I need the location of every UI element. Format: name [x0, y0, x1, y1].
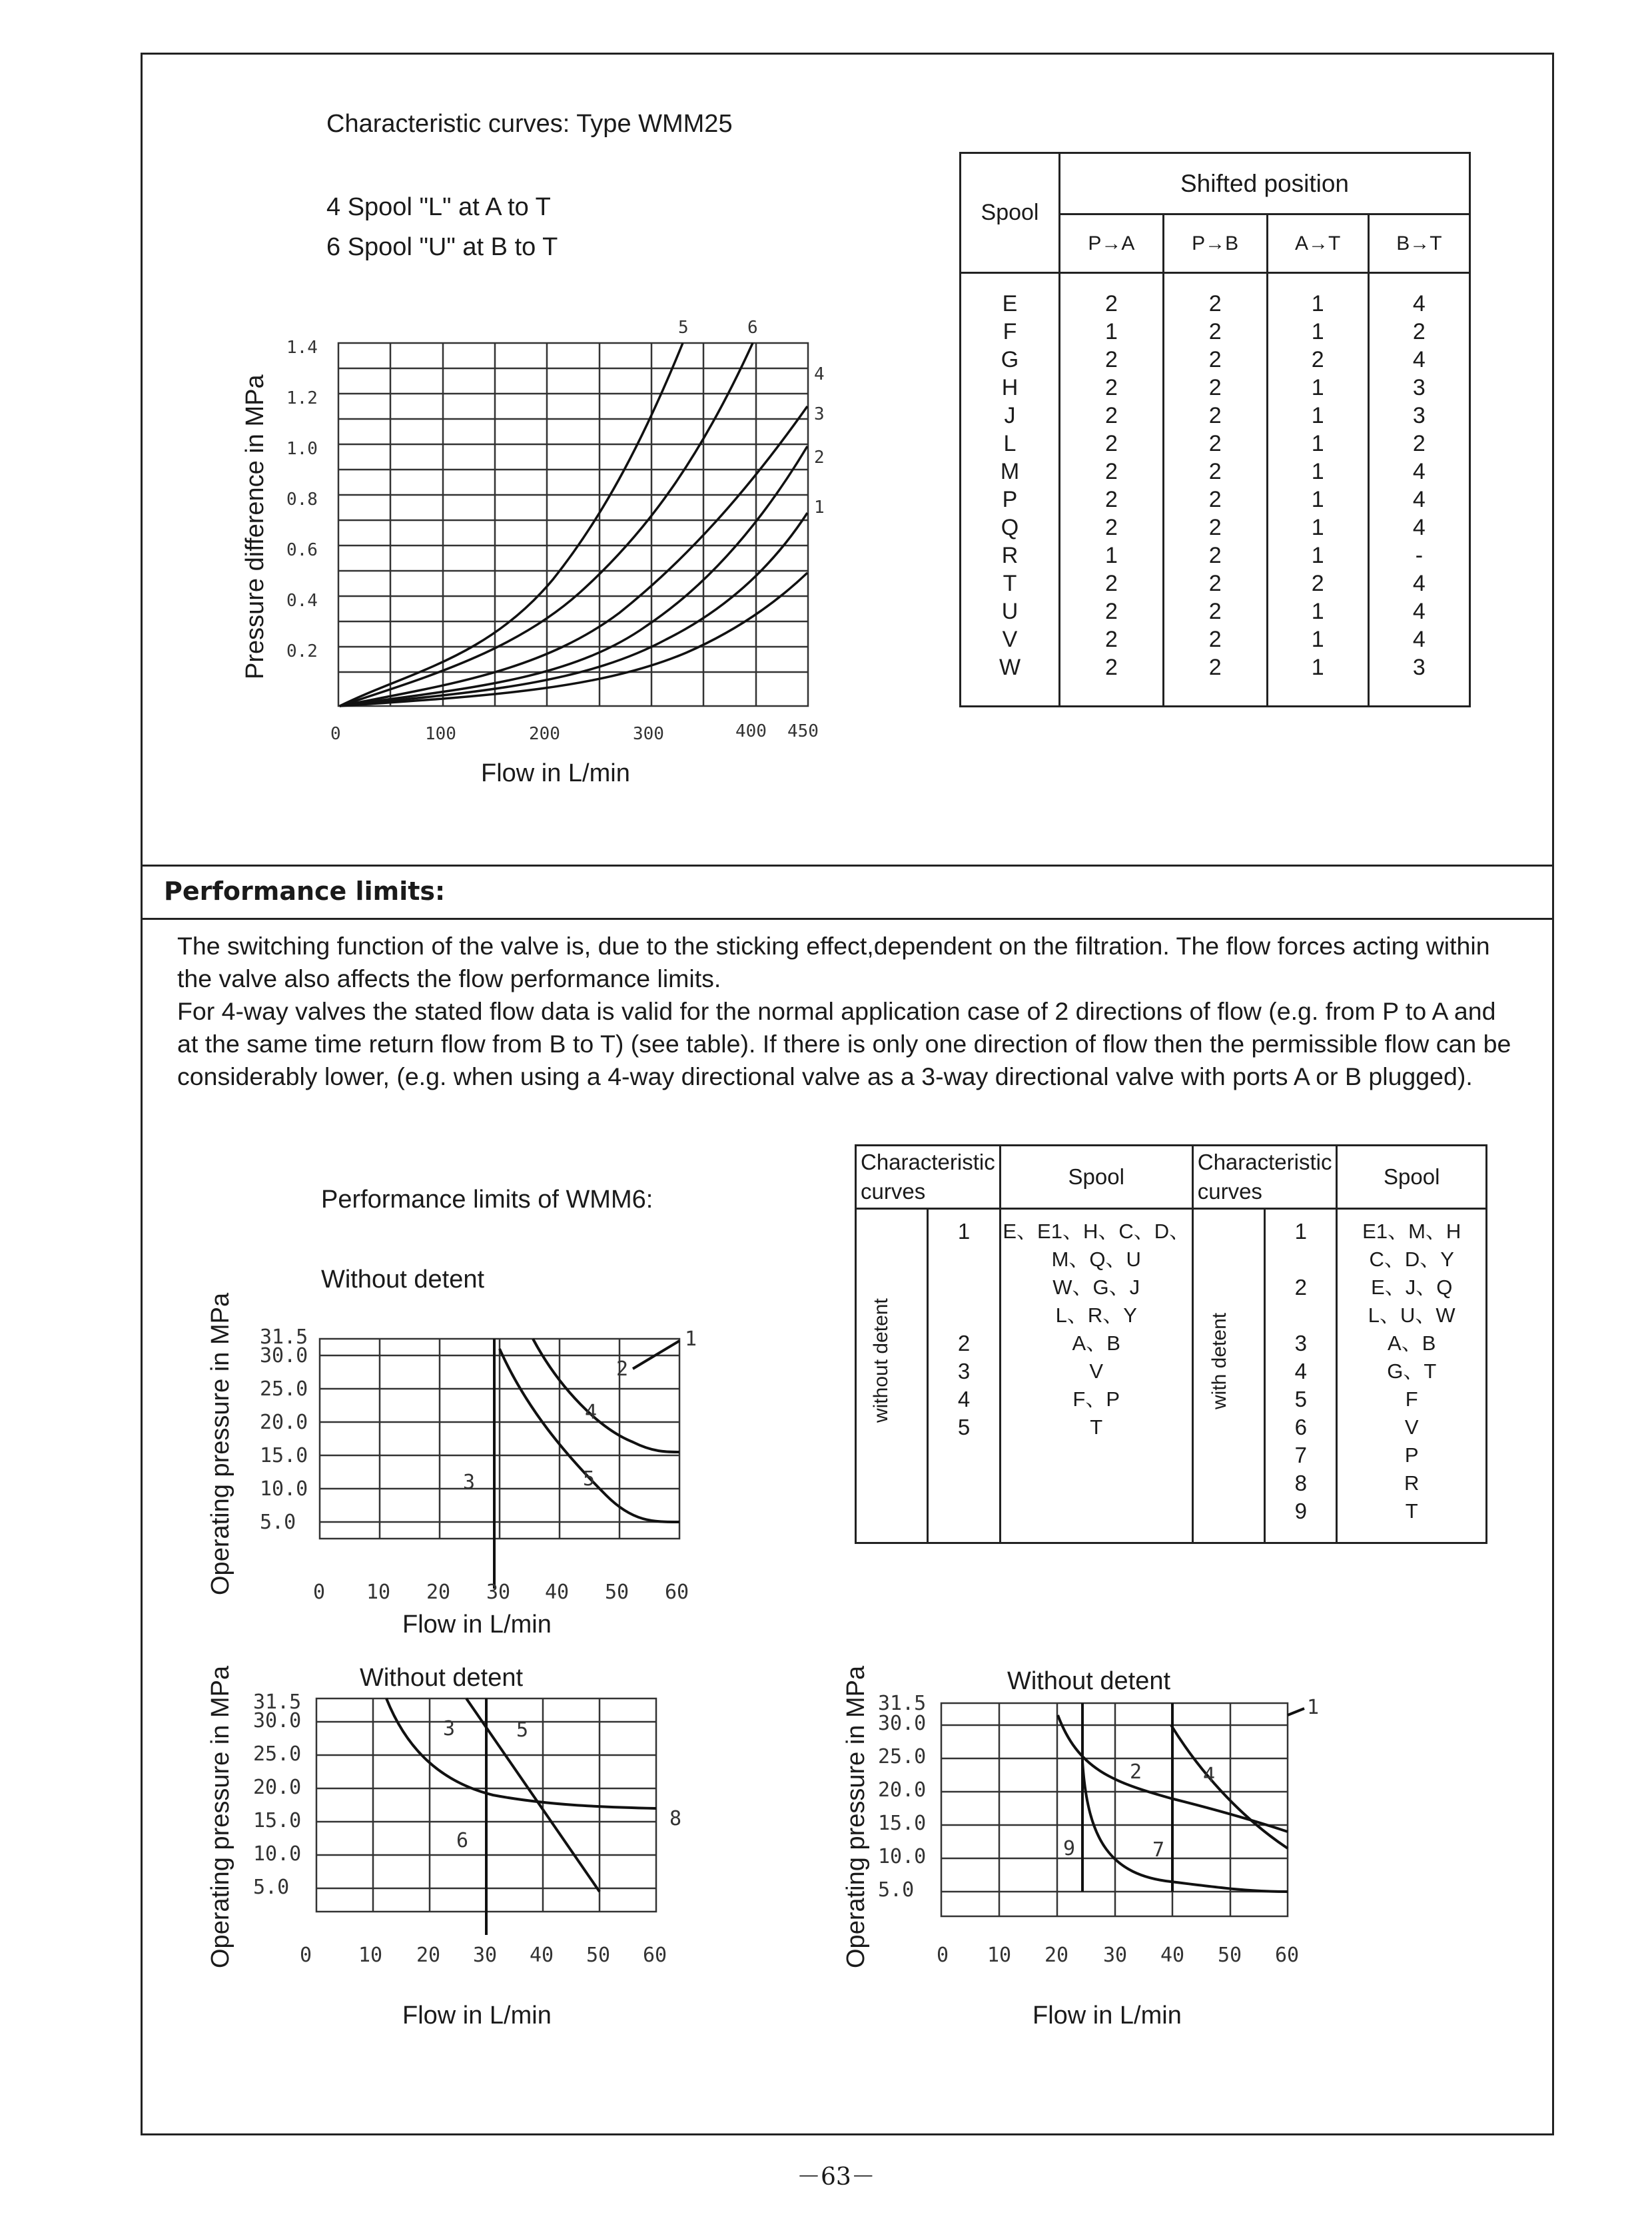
curve-label: 3 — [814, 404, 825, 424]
cell: 6 — [1294, 1415, 1307, 1439]
col-bt: B→T — [1368, 214, 1469, 273]
x-tick: 400 — [735, 721, 767, 741]
chart2 — [253, 1682, 693, 1968]
y-tick: 1.2 — [286, 388, 318, 408]
cell: V — [1002, 627, 1018, 652]
cell: 2 — [1104, 487, 1118, 512]
left-spools-col — [1000, 1209, 1192, 1543]
curve-4 — [1171, 1725, 1288, 1848]
x-tick: 60 — [643, 1944, 667, 1967]
curve-label: 1 — [1307, 1696, 1320, 1719]
cell: Q — [1001, 515, 1019, 540]
x-tick: 0 — [330, 724, 341, 744]
y-tick: 10.0 — [878, 1845, 927, 1868]
curve-4 — [340, 406, 807, 706]
characteristic-curves-table — [855, 1144, 1487, 1544]
cell: E、E1、H、C、D、 — [1003, 1220, 1190, 1243]
spool-header-left: Spool — [1000, 1146, 1192, 1209]
x-tick: 450 — [787, 721, 819, 741]
cell: 1 — [1104, 319, 1118, 344]
x-tick: 50 — [586, 1944, 611, 1967]
y-tick: 1.4 — [286, 338, 318, 358]
curve-label: 3 — [443, 1717, 456, 1740]
cell: 2 — [1104, 459, 1118, 484]
cell: 1 — [1311, 627, 1324, 652]
cell: 4 — [1412, 571, 1426, 596]
x-tick: 60 — [1275, 1944, 1300, 1967]
cell: 2 — [1208, 403, 1222, 428]
y-tick: 25.0 — [253, 1742, 302, 1766]
y-tick: 31.5 — [878, 1692, 927, 1715]
cell: 2 — [1208, 515, 1222, 540]
cell: P — [1404, 1443, 1419, 1467]
performance-text — [177, 930, 1516, 1093]
cell: V — [1089, 1359, 1104, 1383]
cell: C、D、Y — [1369, 1248, 1454, 1271]
cell: 2 — [1104, 291, 1118, 316]
curve-1-top — [1288, 1708, 1304, 1715]
col-pa: P→A — [1060, 214, 1164, 273]
cell: 2 — [1412, 431, 1426, 456]
shifted-position-table — [959, 152, 1471, 707]
pb-col — [1163, 273, 1267, 707]
y-tick: 0.6 — [286, 540, 318, 560]
wmm6-subtitle: Performance limits of WMM6: — [321, 1186, 653, 1214]
curve-label: 6 — [747, 318, 758, 338]
cell: 3 — [957, 1359, 971, 1383]
shifted-position-header: Shifted position — [1060, 153, 1470, 214]
at-col — [1267, 273, 1368, 707]
curve-label: 4 — [585, 1401, 598, 1424]
cell: A、B — [1072, 1331, 1120, 1355]
cell: 4 — [1412, 627, 1426, 652]
page-number: －63－ — [797, 2163, 875, 2191]
cell: 2 — [1294, 1275, 1307, 1300]
cell: F、P — [1072, 1387, 1120, 1411]
x-tick: 40 — [545, 1581, 570, 1604]
cell: 2 — [1208, 431, 1222, 456]
chart1-ylabel: Operating pressure in MPa — [206, 1292, 234, 1595]
cell: 2 — [1208, 571, 1222, 596]
chart3-title: Without detent — [1007, 1667, 1171, 1695]
x-tick: 40 — [1160, 1944, 1185, 1967]
y-tick: 15.0 — [878, 1812, 927, 1835]
y-tick: 30.0 — [253, 1709, 302, 1732]
y-tick: 5.0 — [253, 1876, 290, 1899]
curve-label: 5 — [583, 1467, 596, 1491]
cell — [1266, 1302, 1336, 1329]
left-numbers-col — [928, 1209, 1000, 1543]
cell: L、U、W — [1368, 1304, 1455, 1327]
cell: 4 — [957, 1387, 971, 1411]
cell: 2 — [1412, 319, 1426, 344]
x-tick: 20 — [416, 1944, 441, 1967]
cell: T — [1003, 571, 1017, 596]
cell — [929, 1302, 999, 1329]
cell: 1 — [1311, 319, 1324, 344]
cell: 2 — [1208, 487, 1222, 512]
cell: V — [1404, 1415, 1419, 1439]
cell — [929, 1274, 999, 1302]
y-tick: 5.0 — [260, 1511, 296, 1534]
cell: J — [1004, 403, 1016, 428]
cell: 4 — [1412, 487, 1426, 512]
cell: W — [999, 655, 1021, 680]
chart-frame — [338, 343, 808, 706]
cell: 2 — [1104, 515, 1118, 540]
cell: F — [1003, 319, 1017, 344]
cell: 1 — [1311, 459, 1324, 484]
x-tick: 50 — [605, 1581, 629, 1604]
cell: 1 — [1104, 543, 1118, 568]
cell: R — [1404, 1471, 1420, 1495]
cell: 2 — [1104, 627, 1118, 652]
cell: 4 — [1412, 347, 1426, 372]
cell: M、Q、U — [1051, 1248, 1141, 1271]
without-detent-label: without detent — [870, 1298, 892, 1423]
cell: 1 — [1311, 431, 1324, 456]
cell: 2 — [1208, 459, 1222, 484]
cell: 1 — [1311, 291, 1324, 316]
x-tick: 10 — [366, 1581, 391, 1604]
cell: 2 — [1104, 403, 1118, 428]
cell: 5 — [957, 1415, 971, 1439]
curve-label: 7 — [1152, 1838, 1165, 1862]
y-tick: 0.4 — [286, 591, 318, 611]
cell: E1、M、H — [1362, 1220, 1461, 1243]
curve-label: 2 — [616, 1357, 629, 1381]
spool-u-note: 6 Spool "U" at B to T — [326, 233, 558, 261]
x-tick: 40 — [530, 1944, 554, 1967]
with-detent-label: with detent — [1208, 1312, 1230, 1409]
cell: 3 — [1412, 375, 1426, 400]
header-line: curves — [861, 1179, 926, 1204]
cell: G、T — [1387, 1359, 1437, 1383]
cell: - — [1415, 543, 1424, 568]
cell: 4 — [1412, 515, 1426, 540]
cell: 2 — [1311, 347, 1324, 372]
cell: 7 — [1294, 1443, 1307, 1467]
cell: 2 — [1208, 291, 1222, 316]
performance-limits-heading: Performance limits: — [164, 877, 446, 906]
cell: 2 — [1208, 599, 1222, 624]
cell: 1 — [1311, 487, 1324, 512]
curve-label: 4 — [814, 364, 825, 384]
y-tick: 15.0 — [253, 1809, 302, 1832]
cell: 4 — [1412, 599, 1426, 624]
cell: L — [1003, 431, 1017, 456]
chart3 — [878, 1682, 1318, 1968]
wmm25-xlabel: Flow in L/min — [481, 759, 630, 787]
cell: 2 — [1104, 431, 1118, 456]
y-tick: 0.2 — [286, 641, 318, 661]
cell: 1 — [1311, 543, 1324, 568]
cell: 2 — [1104, 347, 1118, 372]
y-tick: 25.0 — [260, 1377, 308, 1401]
cell: 5 — [1294, 1387, 1307, 1411]
y-tick: 31.5 — [253, 1690, 302, 1714]
cell: 4 — [1294, 1359, 1307, 1383]
curve-label: 3 — [463, 1471, 476, 1494]
cell: 1 — [1311, 655, 1324, 680]
curve-6 — [386, 1698, 656, 1808]
char-header-left — [856, 1146, 1001, 1209]
curve-label: 2 — [814, 448, 825, 468]
spool-l-note: 4 Spool "L" at A to T — [326, 193, 551, 221]
char-header-right — [1192, 1146, 1337, 1209]
cell: R — [1001, 543, 1019, 568]
chart2-ylabel: Operating pressure in MPa — [206, 1665, 234, 1968]
cell: 2 — [1208, 375, 1222, 400]
spool-list-col — [961, 273, 1060, 707]
cell — [1266, 1246, 1336, 1274]
header-line: curves — [1197, 1179, 1262, 1204]
paragraph-2: For 4-way valves the stated flow data is valid for the normal application case of 2 directions of flow (e.g. from P to A and at the same time return flow from B to T) (see table). If there is only one direction of flow then the permissible flow can be considerably lower, (e.g. when using a 4-way directional valve as a 3-way directional valve with ports A or B plugged). — [177, 997, 1511, 1090]
cell: T — [1405, 1499, 1418, 1523]
pressure-diff-ylabel: Pressure difference in MPa — [241, 374, 269, 679]
curve-label: 9 — [1063, 1837, 1076, 1860]
header-line: Characteristic — [861, 1150, 995, 1174]
cell: 2 — [1311, 571, 1324, 596]
cell: 2 — [1208, 319, 1222, 344]
x-tick: 0 — [313, 1581, 326, 1604]
spool-header-right: Spool — [1337, 1146, 1487, 1209]
y-tick: 25.0 — [878, 1745, 927, 1768]
cell: P — [1002, 487, 1018, 512]
col-pb: P→B — [1163, 214, 1267, 273]
cell: 3 — [1412, 655, 1426, 680]
paragraph-1: The switching function of the valve is, due to the sticking effect,dependent on the filtration. The flow forces acting within the valve also affects the flow performance limits. — [177, 932, 1490, 992]
x-tick: 10 — [987, 1944, 1012, 1967]
cell: 8 — [1294, 1471, 1307, 1495]
cell: 2 — [957, 1331, 971, 1355]
x-tick: 300 — [633, 724, 664, 744]
curve-label: 4 — [1203, 1764, 1216, 1787]
curve-label: 5 — [516, 1718, 529, 1742]
x-tick: 50 — [1218, 1944, 1242, 1967]
y-tick: 10.0 — [253, 1842, 302, 1866]
cell: A、B — [1388, 1331, 1436, 1355]
x-tick: 100 — [425, 724, 456, 744]
cell: W、G、J — [1052, 1276, 1140, 1299]
x-tick: 30 — [473, 1944, 498, 1967]
cell: L、R、Y — [1055, 1304, 1137, 1327]
cell: 4 — [1412, 291, 1426, 316]
cell: 1 — [1311, 599, 1324, 624]
y-tick: 20.0 — [260, 1411, 308, 1434]
cell: F — [1405, 1387, 1418, 1411]
cell: 2 — [1208, 347, 1222, 372]
cell: 3 — [1412, 403, 1426, 428]
chart2-xlabel: Flow in L/min — [402, 2002, 552, 2030]
cell — [929, 1246, 999, 1274]
curve-label: 8 — [669, 1807, 682, 1830]
cell: G — [1001, 347, 1019, 372]
y-tick: 30.0 — [878, 1712, 927, 1735]
cell: E、J、Q — [1371, 1276, 1453, 1299]
header-line: Characteristic — [1197, 1150, 1332, 1174]
curve-label: 6 — [456, 1829, 469, 1852]
wmm25-chart — [286, 313, 846, 753]
x-tick: 0 — [937, 1944, 949, 1967]
y-tick: 15.0 — [260, 1444, 308, 1467]
x-tick: 30 — [486, 1581, 511, 1604]
y-tick: 20.0 — [253, 1776, 302, 1799]
cell: 2 — [1104, 375, 1118, 400]
curve-label: 2 — [1130, 1760, 1142, 1784]
y-tick: 20.0 — [878, 1778, 927, 1802]
cell: 1 — [1311, 375, 1324, 400]
curve-label: 1 — [814, 498, 825, 518]
cell: U — [1001, 599, 1019, 624]
y-tick: 0.8 — [286, 490, 318, 510]
cell: 2 — [1104, 571, 1118, 596]
y-tick: 30.0 — [260, 1344, 308, 1367]
without-detent-label-cell — [856, 1209, 928, 1543]
y-tick: 31.5 — [260, 1325, 308, 1349]
y-tick: 10.0 — [260, 1477, 308, 1501]
cell: 1 — [1311, 403, 1324, 428]
x-tick: 60 — [665, 1581, 689, 1604]
spool-header: Spool — [961, 153, 1060, 273]
chart3-ylabel: Operating pressure in MPa — [842, 1665, 870, 1968]
x-tick: 200 — [529, 724, 560, 744]
x-tick: 10 — [358, 1944, 383, 1967]
cell: M — [1000, 459, 1020, 484]
y-tick: 1.0 — [286, 439, 318, 459]
right-numbers-col — [1265, 1209, 1337, 1543]
x-tick: 20 — [1044, 1944, 1069, 1967]
cell: 2 — [1208, 543, 1222, 568]
chart1 — [260, 1322, 699, 1609]
x-tick: 0 — [300, 1944, 312, 1967]
curve-3 — [340, 446, 807, 706]
cell: T — [1090, 1415, 1103, 1439]
cell: 4 — [1412, 459, 1426, 484]
curve-5 — [500, 1349, 679, 1522]
chart1-title: Without detent — [321, 1266, 485, 1294]
cell: 2 — [1208, 655, 1222, 680]
wmm25-title: Characteristic curves: Type WMM25 — [326, 110, 733, 138]
pa-col — [1060, 273, 1164, 707]
cell: 2 — [1104, 599, 1118, 624]
chart2-title: Without detent — [360, 1664, 524, 1692]
chart1-xlabel: Flow in L/min — [402, 1611, 552, 1639]
x-tick: 20 — [426, 1581, 451, 1604]
cell: 3 — [1294, 1331, 1307, 1355]
curve-label: 1 — [685, 1327, 697, 1351]
cell: E — [1002, 291, 1018, 316]
cell: 1 — [957, 1219, 971, 1244]
bt-col — [1368, 273, 1469, 707]
col-at: A→T — [1267, 214, 1368, 273]
cell: 2 — [1104, 655, 1118, 680]
cell: 2 — [1208, 627, 1222, 652]
with-detent-label-cell — [1192, 1209, 1264, 1543]
x-tick: 30 — [1103, 1944, 1128, 1967]
curve-label: 5 — [678, 318, 689, 338]
cell: H — [1001, 375, 1019, 400]
chart3-xlabel: Flow in L/min — [1032, 2002, 1182, 2030]
cell: 9 — [1294, 1499, 1307, 1523]
y-tick: 5.0 — [878, 1878, 915, 1902]
right-spools-col — [1337, 1209, 1487, 1543]
cell: 1 — [1311, 515, 1324, 540]
cell: 1 — [1294, 1219, 1307, 1244]
